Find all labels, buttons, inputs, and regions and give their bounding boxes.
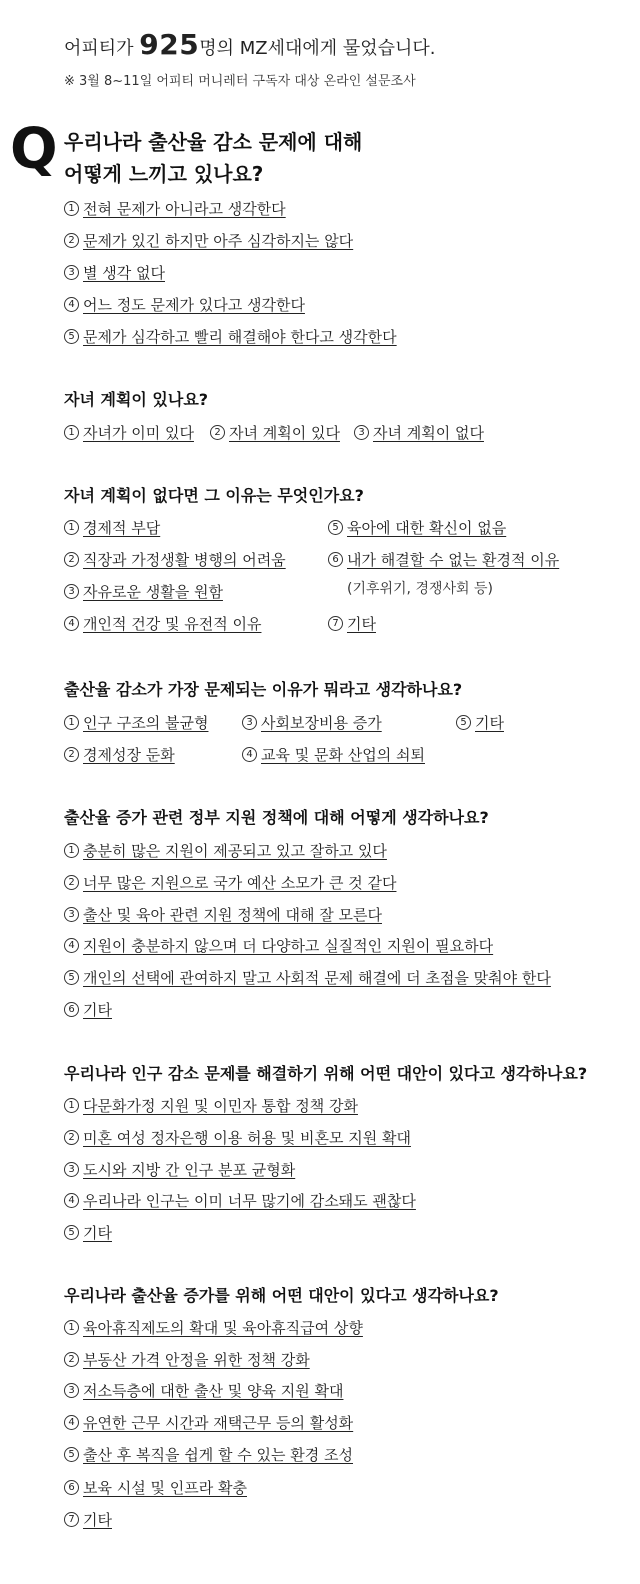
option-label: 기타 [83,1511,112,1529]
q1-option-2[interactable] [64,230,353,251]
q5-option-2[interactable] [64,872,396,893]
q3-option-2[interactable] [64,549,286,570]
q7-option-2[interactable] [64,1349,310,1370]
option-label: 출산 및 육아 관련 지원 정책에 대해 잘 모른다 [83,906,382,924]
option-label: 사회보장비용 증가 [261,714,382,732]
option-label: 우리나라 인구는 이미 너무 많기에 감소돼도 괜찮다 [83,1192,416,1210]
q4-option-4[interactable] [242,744,425,765]
q3-option-7[interactable] [328,613,376,634]
option-label: 기타 [83,1224,112,1242]
option-number-icon: 4 [64,938,79,953]
option-number-icon: 6 [64,1002,79,1017]
q5-option-5[interactable] [64,967,551,988]
option-label: 기타 [475,714,504,732]
option-label: 너무 많은 지원으로 국가 예산 소모가 큰 것 같다 [83,874,397,892]
option-number-icon: 4 [64,1415,79,1430]
option-label: 개인적 건강 및 유전적 이유 [83,615,262,633]
option-label: 지원이 충분하지 않으며 더 다양하고 실질적인 지원이 필요하다 [83,937,494,955]
q3-option-1[interactable] [64,517,160,538]
option-label: 내가 해결할 수 없는 환경적 이유 [347,551,560,569]
option-label: 육아휴직제도의 확대 및 육아휴직급여 상향 [83,1319,363,1337]
option-number-icon: 1 [64,1320,79,1335]
option-label: 저소득층에 대한 출산 및 양육 지원 확대 [83,1382,344,1400]
option-number-icon: 2 [64,1130,79,1145]
q1-option-1[interactable] [64,198,286,219]
option-number-icon: 2 [64,552,79,567]
option-number-icon: 4 [64,297,79,312]
option-number-icon: 1 [64,843,79,858]
q2-option-1[interactable] [64,422,194,443]
option-label: 자녀 계획이 없다 [373,424,484,442]
q3-option-4[interactable] [64,613,261,634]
option-number-icon: 2 [210,425,225,440]
q3-option-5[interactable] [328,517,506,538]
q6-title: 우리나라 인구 감소 문제를 해결하기 위해 어떤 대안이 있다고 생각하나요? [64,1064,588,1083]
option-number-icon: 6 [64,1480,79,1495]
option-number-icon: 4 [64,1193,79,1208]
option-number-icon: 1 [64,201,79,216]
option-number-icon: 5 [64,1447,79,1462]
q-mark: Q [10,117,58,182]
option-label: 부동산 가격 안정을 위한 정책 강화 [83,1351,310,1369]
option-number-icon: 3 [64,1383,79,1398]
q4-option-3[interactable] [242,712,382,733]
q7-option-7[interactable] [64,1509,112,1530]
q5-option-4[interactable] [64,935,493,956]
q1-title-line1: 우리나라 출산율 감소 문제에 대해 [64,130,363,154]
q6-option-3[interactable] [64,1159,295,1180]
option-label: 어느 정도 문제가 있다고 생각한다 [83,296,305,314]
q4-option-2[interactable] [64,744,175,765]
q1-option-3[interactable] [64,262,165,283]
option-number-icon: 5 [328,520,343,535]
option-label: 교육 및 문화 산업의 쇠퇴 [261,746,425,764]
option-label: 충분히 많은 지원이 제공되고 있고 잘하고 있다 [83,842,387,860]
respondent-count: 925 [139,28,200,61]
q3-option-6-note: (기후위기, 경쟁사회 등) [347,581,493,597]
option-number-icon: 3 [64,265,79,280]
option-number-icon: 1 [64,1098,79,1113]
option-label: 기타 [347,615,376,633]
q7-title: 우리나라 출산율 증가를 위해 어떤 대안이 있다고 생각하나요? [64,1286,499,1305]
q7-option-3[interactable] [64,1380,343,1401]
headline-post: 명의 MZ세대에게 물었습니다. [199,38,436,59]
option-label: 문제가 심각하고 빨리 해결해야 한다고 생각한다 [83,328,397,346]
option-number-icon: 5 [64,329,79,344]
q6-option-4[interactable] [64,1190,416,1211]
option-number-icon: 1 [64,425,79,440]
option-number-icon: 7 [328,616,343,631]
survey-headline [64,28,436,61]
q1-option-4[interactable] [64,294,305,315]
option-label: 별 생각 없다 [83,264,165,282]
q7-option-4[interactable] [64,1412,353,1433]
option-label: 직장과 가정생활 병행의 어려움 [83,551,286,569]
q2-option-2[interactable] [210,422,340,443]
option-label: 경제성장 둔화 [83,746,175,764]
q6-option-5[interactable] [64,1222,112,1243]
option-number-icon: 3 [242,715,257,730]
option-label: 도시와 지방 간 인구 분포 균형화 [83,1161,296,1179]
q5-option-1[interactable] [64,840,387,861]
q7-option-5[interactable] [64,1444,353,1465]
option-number-icon: 5 [64,1225,79,1240]
q7-option-1[interactable] [64,1317,363,1338]
option-label: 출산 후 복직을 쉽게 할 수 있는 환경 조성 [83,1446,353,1464]
option-number-icon: 5 [456,715,471,730]
option-label: 개인의 선택에 관여하지 말고 사회적 문제 해결에 더 초점을 맞춰야 한다 [83,969,551,987]
option-label: 문제가 있긴 하지만 아주 심각하지는 않다 [83,232,354,250]
option-label: 다문화가정 지원 및 이민자 통합 정책 강화 [83,1097,358,1115]
option-number-icon: 4 [242,747,257,762]
option-number-icon: 3 [354,425,369,440]
q3-title: 자녀 계획이 없다면 그 이유는 무엇인가요? [64,486,364,505]
q3-option-6[interactable] [328,549,559,570]
option-label: 자유로운 생활을 원함 [83,583,223,601]
option-label: 미혼 여성 정자은행 이용 허용 및 비혼모 지원 확대 [83,1129,411,1147]
option-number-icon: 3 [64,907,79,922]
q1-option-5[interactable] [64,326,397,347]
q4-option-1[interactable] [64,712,208,733]
option-number-icon: 3 [64,584,79,599]
option-label: 보육 시설 및 인프라 확충 [83,1479,247,1497]
option-number-icon: 6 [328,552,343,567]
option-number-icon: 3 [64,1162,79,1177]
q4-option-5[interactable] [456,712,504,733]
option-label: 유연한 근무 시간과 재택근무 등의 활성화 [83,1414,354,1432]
q1-title [64,126,362,190]
option-number-icon: 2 [64,875,79,890]
q5-title: 출산율 증가 관련 정부 지원 정책에 대해 어떻게 생각하나요? [64,808,489,827]
q6-option-2[interactable] [64,1127,411,1148]
option-label: 자녀 계획이 있다 [229,424,340,442]
q7-option-6[interactable] [64,1477,247,1498]
option-label: 육아에 대한 확신이 없음 [347,519,507,537]
option-number-icon: 5 [64,970,79,985]
option-number-icon: 7 [64,1512,79,1527]
option-number-icon: 2 [64,1352,79,1367]
q2-option-3[interactable] [354,422,484,443]
q5-option-6[interactable] [64,999,112,1020]
headline-pre: 어피티가 [64,38,140,59]
q3-option-3[interactable] [64,581,223,602]
option-label: 인구 구조의 불균형 [83,714,209,732]
option-label: 전혀 문제가 아니라고 생각한다 [83,200,286,218]
option-number-icon: 4 [64,616,79,631]
option-label: 경제적 부담 [83,519,161,537]
q2-title: 자녀 계획이 있나요? [64,390,209,409]
option-label: 기타 [83,1001,112,1019]
q6-option-1[interactable] [64,1095,358,1116]
option-number-icon: 1 [64,715,79,730]
option-label: 자녀가 이미 있다 [83,424,194,442]
option-number-icon: 2 [64,233,79,248]
q1-title-line2: 어떻게 느끼고 있나요? [64,162,264,186]
option-number-icon: 2 [64,747,79,762]
q4-title: 출산율 감소가 가장 문제되는 이유가 뭐라고 생각하나요? [64,680,463,699]
survey-note: ※ 3월 8~11일 어피티 머니레터 구독자 대상 온라인 설문조사 [64,74,416,89]
option-number-icon: 1 [64,520,79,535]
q5-option-3[interactable] [64,904,382,925]
